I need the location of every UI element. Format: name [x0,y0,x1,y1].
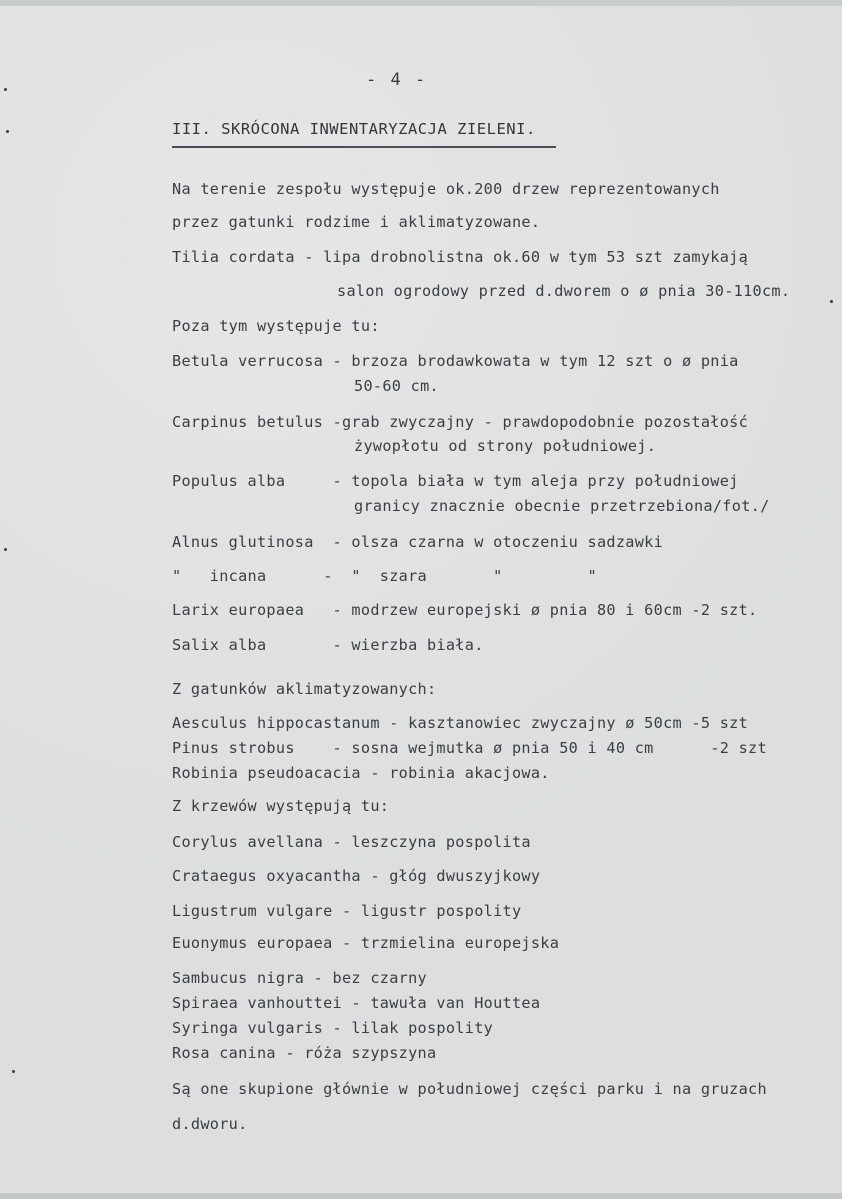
scan-speck [4,88,7,91]
text-line: 50-60 cm. [354,377,439,395]
scan-speck [830,300,833,303]
text-line: granicy znacznie obecnie przetrzebiona/fot./ [354,497,770,515]
text-line: Tilia cordata - lipa drobnolistna ok.60 w tym 53 szt zamykają [172,248,749,266]
page-number: - 4 - [366,70,428,90]
text-line: Robinia pseudoacacia - robinia akacjowa. [172,764,550,782]
text-line: Z gatunków aklimatyzowanych: [172,680,437,698]
text-line: d.dworu. [172,1115,248,1133]
text-line: Rosa canina - róża szypszyna [172,1044,437,1062]
text-line: Są one skupione głównie w południowej części parku i na gruzach [172,1080,767,1098]
scan-edge-bottom [0,1193,842,1199]
text-line: Salix alba - wierzba biała. [172,636,484,654]
scan-edge-top [0,0,842,6]
scan-speck [12,1070,15,1073]
text-line: żywopłotu od strony południowej. [354,437,657,455]
text-line: Ligustrum vulgare - ligustr pospolity [172,902,522,920]
text-line: Spiraea vanhouttei - tawuła van Houttea [172,994,541,1012]
text-line: Populus alba - topola biała w tym aleja przy południowej [172,472,739,490]
text-line: Betula verrucosa - brzoza brodawkowata w tym 12 szt o ø pnia [172,352,739,370]
text-line: salon ogrodowy przed d.dworem o ø pnia 30-110cm. [337,282,791,300]
text-line: przez gatunki rodzime i aklimatyzowane. [172,213,541,231]
text-line: Larix europaea - modrzew europejski ø pnia 80 i 60cm -2 szt. [172,601,758,619]
text-line: Z krzewów występują tu: [172,797,390,815]
heading-underline [172,146,556,148]
scan-speck [4,548,7,551]
text-line: Sambucus nigra - bez czarny [172,969,427,987]
scan-speck [6,130,9,133]
text-line: Aesculus hippocastanum - kasztanowiec zwyczajny ø 50cm -5 szt [172,714,749,732]
text-line: Crataegus oxyacantha - głóg dwuszyjkowy [172,867,541,885]
text-line: Corylus avellana - leszczyna pospolita [172,833,531,851]
text-line: Alnus glutinosa - olsza czarna w otoczeniu sadzawki [172,533,664,551]
text-line: Euonymus europaea - trzmielina europejska [172,934,560,952]
text-line: Syringa vulgaris - lilak pospolity [172,1019,494,1037]
section-heading: III. SKRÓCONA INWENTARYZACJA ZIELENI. [172,120,536,138]
text-line: Na terenie zespołu występuje ok.200 drzew reprezentowanych [172,180,720,198]
text-line: " incana - " szara " " [172,567,597,585]
text-line: Pinus strobus - sosna wejmutka ø pnia 50 i 40 cm -2 szt [172,739,767,757]
text-line: Poza tym występuje tu: [172,317,380,335]
text-line: Carpinus betulus -grab zwyczajny - prawdopodobnie pozostałość [172,413,749,431]
